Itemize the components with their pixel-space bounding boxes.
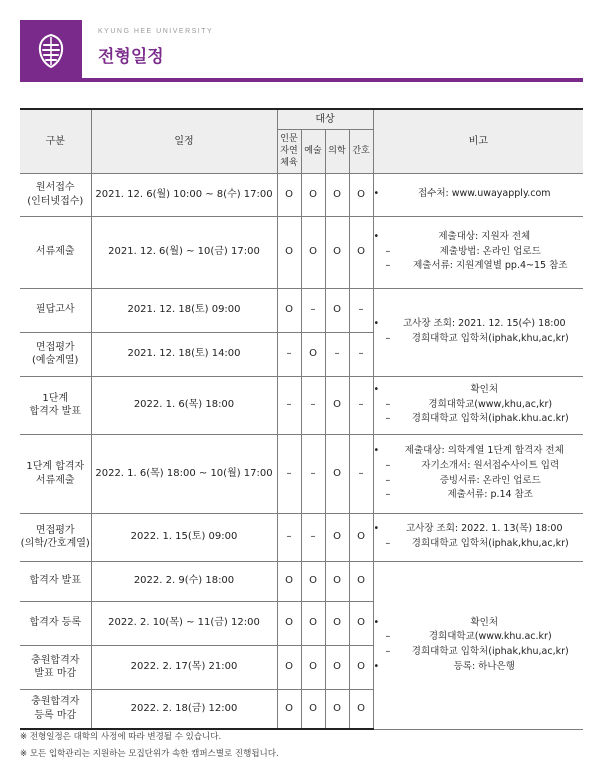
remark-subitem: – 경희대학교 입학처(iphak,khu,ac,kr) [374,332,584,347]
mark: O [301,645,325,689]
row-date: 2021. 12. 18(토) 09:00 [91,288,277,332]
table-row [20,561,583,601]
page-header [20,20,583,82]
remark-item: • 확인처 [374,383,584,398]
mark: O [325,288,349,332]
mark: O [301,332,325,376]
table-row [20,376,583,434]
row-category: 필답고사 [20,288,91,332]
mark: O [325,561,349,601]
remark-item: • 등록: 하나은행 [374,660,584,675]
mark: O [349,173,373,216]
remark-cell [373,288,583,376]
mark: – [349,434,373,513]
mark: O [325,376,349,434]
row-category: 면접평가 (의학/간호계열) [20,513,91,561]
row-date: 2022. 2. 10(목) ~ 11(금) 12:00 [91,601,277,645]
row-date: 2022. 2. 9(수) 18:00 [91,561,277,601]
mark: – [301,513,325,561]
remark-item: • 제출대상: 의학계열 1단계 합격자 전체 [374,444,584,459]
header-divider [82,78,583,82]
mark: – [277,434,301,513]
row-date: 2022. 1. 15(토) 09:00 [91,513,277,561]
header-humanities: 인문 자연 체육 [277,129,301,173]
remark-item: • 확인처 [374,616,584,631]
mark: – [301,434,325,513]
mark: O [301,216,325,288]
row-date: 2021. 12. 6(월) 10:00 ~ 8(수) 17:00 [91,173,277,216]
mark: O [349,689,373,729]
mark: O [277,173,301,216]
row-category: 합격자 발표 [20,561,91,601]
remark-item: • 제출대상: 지원자 전체 [374,230,584,245]
row-date: 2022. 1. 6(목) 18:00 [91,376,277,434]
mark: – [301,288,325,332]
mark: O [301,561,325,601]
remark-cell [373,216,583,288]
remark-item: • 접수처: www.uwayapply.com [374,187,584,202]
mark: O [277,689,301,729]
mark: O [325,689,349,729]
remark-item: • 고사장 조회: 2021. 12. 15(수) 18:00 [374,317,584,332]
mark: O [349,645,373,689]
mark: O [325,216,349,288]
header-schedule: 일정 [91,109,277,173]
schedule-table [20,108,583,730]
row-category: 충원합격자 등록 마감 [20,689,91,729]
row-category: 원서접수 (인터넷접수) [20,173,91,216]
mark: O [349,601,373,645]
header-remark: 비고 [373,109,583,173]
row-category: 1단계 합격자 발표 [20,376,91,434]
remark-subitem: – 경희대학교 입학처(iphak,khu,ac,kr) [374,645,584,660]
mark: O [325,513,349,561]
remark-cell [373,434,583,513]
mark: O [301,173,325,216]
mark: O [277,601,301,645]
remark-subitem: – 제출서류: p.14 참조 [374,488,584,503]
remark-subitem: – 제출서류: 지원계열별 pp.4~15 참조 [374,259,584,274]
row-date: 2022. 1. 6(목) 18:00 ~ 10(월) 17:00 [91,434,277,513]
row-date: 2022. 2. 17(목) 21:00 [91,645,277,689]
university-name: KYUNG HEE UNIVERSITY [98,28,214,35]
remark-subitem: – 자기소개서: 원서접수사이트 입력 [374,459,584,474]
mark: O [277,216,301,288]
mark: – [349,376,373,434]
table-row [20,173,583,216]
remark-item: • 고사장 조회: 2022. 1. 13(목) 18:00 [374,522,584,537]
row-date: 2021. 12. 18(토) 14:00 [91,332,277,376]
mark: O [349,513,373,561]
mark: O [325,434,349,513]
header-target: 대상 [277,109,373,129]
row-category: 합격자 등록 [20,601,91,645]
mark: – [301,376,325,434]
remark-subitem: – 경희대학교 입학처(iphak.khu.ac.kr) [374,412,584,427]
remark-subitem: – 경희대학교(www,khu,ac,kr) [374,398,584,413]
remark-subitem: – 증빙서류: 온라인 업로드 [374,474,584,489]
mark: O [349,216,373,288]
remark-cell [373,173,583,216]
mark: – [349,332,373,376]
mark: – [325,332,349,376]
mark: – [277,513,301,561]
row-category: 면접평가 (예술계열) [20,332,91,376]
page-title: 전형일정 [98,47,164,67]
table-row [20,434,583,513]
university-logo [20,20,82,82]
table-row [20,513,583,561]
row-category: 충원합격자 발표 마감 [20,645,91,689]
mark: – [277,332,301,376]
lion-emblem-icon [31,31,71,71]
mark: O [277,561,301,601]
mark: O [325,645,349,689]
table-row [20,288,583,332]
remark-subitem: – 제출방법: 온라인 업로드 [374,245,584,260]
mark: – [349,288,373,332]
row-date: 2022. 2. 18(금) 12:00 [91,689,277,729]
header-nursing: 간호 [349,129,373,173]
remark-cell [373,513,583,561]
mark: O [301,689,325,729]
footnote: ※ 전형일정은 대학의 사정에 따라 변경될 수 있습니다. [20,732,222,742]
header-category: 구분 [20,109,91,173]
table-row [20,216,583,288]
footnote: ※ 모든 입학관리는 지원하는 모집단위가 속한 캠퍼스별로 진행됩니다. [20,749,279,759]
mark: O [277,645,301,689]
row-category: 서류제출 [20,216,91,288]
header-medicine: 의학 [325,129,349,173]
remark-cell [373,376,583,434]
row-category: 1단계 합격자 서류제출 [20,434,91,513]
mark: O [325,601,349,645]
header-arts: 예술 [301,129,325,173]
mark: O [349,561,373,601]
mark: – [277,376,301,434]
row-date: 2021. 12. 6(월) ~ 10(금) 17:00 [91,216,277,288]
mark: O [325,173,349,216]
mark: O [277,288,301,332]
remark-subitem: – 경희대학교 입학처(iphak,khu,ac,kr) [374,537,584,552]
remark-cell [373,561,583,729]
remark-subitem: – 경희대학교(www.khu.ac.kr) [374,630,584,645]
mark: O [301,601,325,645]
